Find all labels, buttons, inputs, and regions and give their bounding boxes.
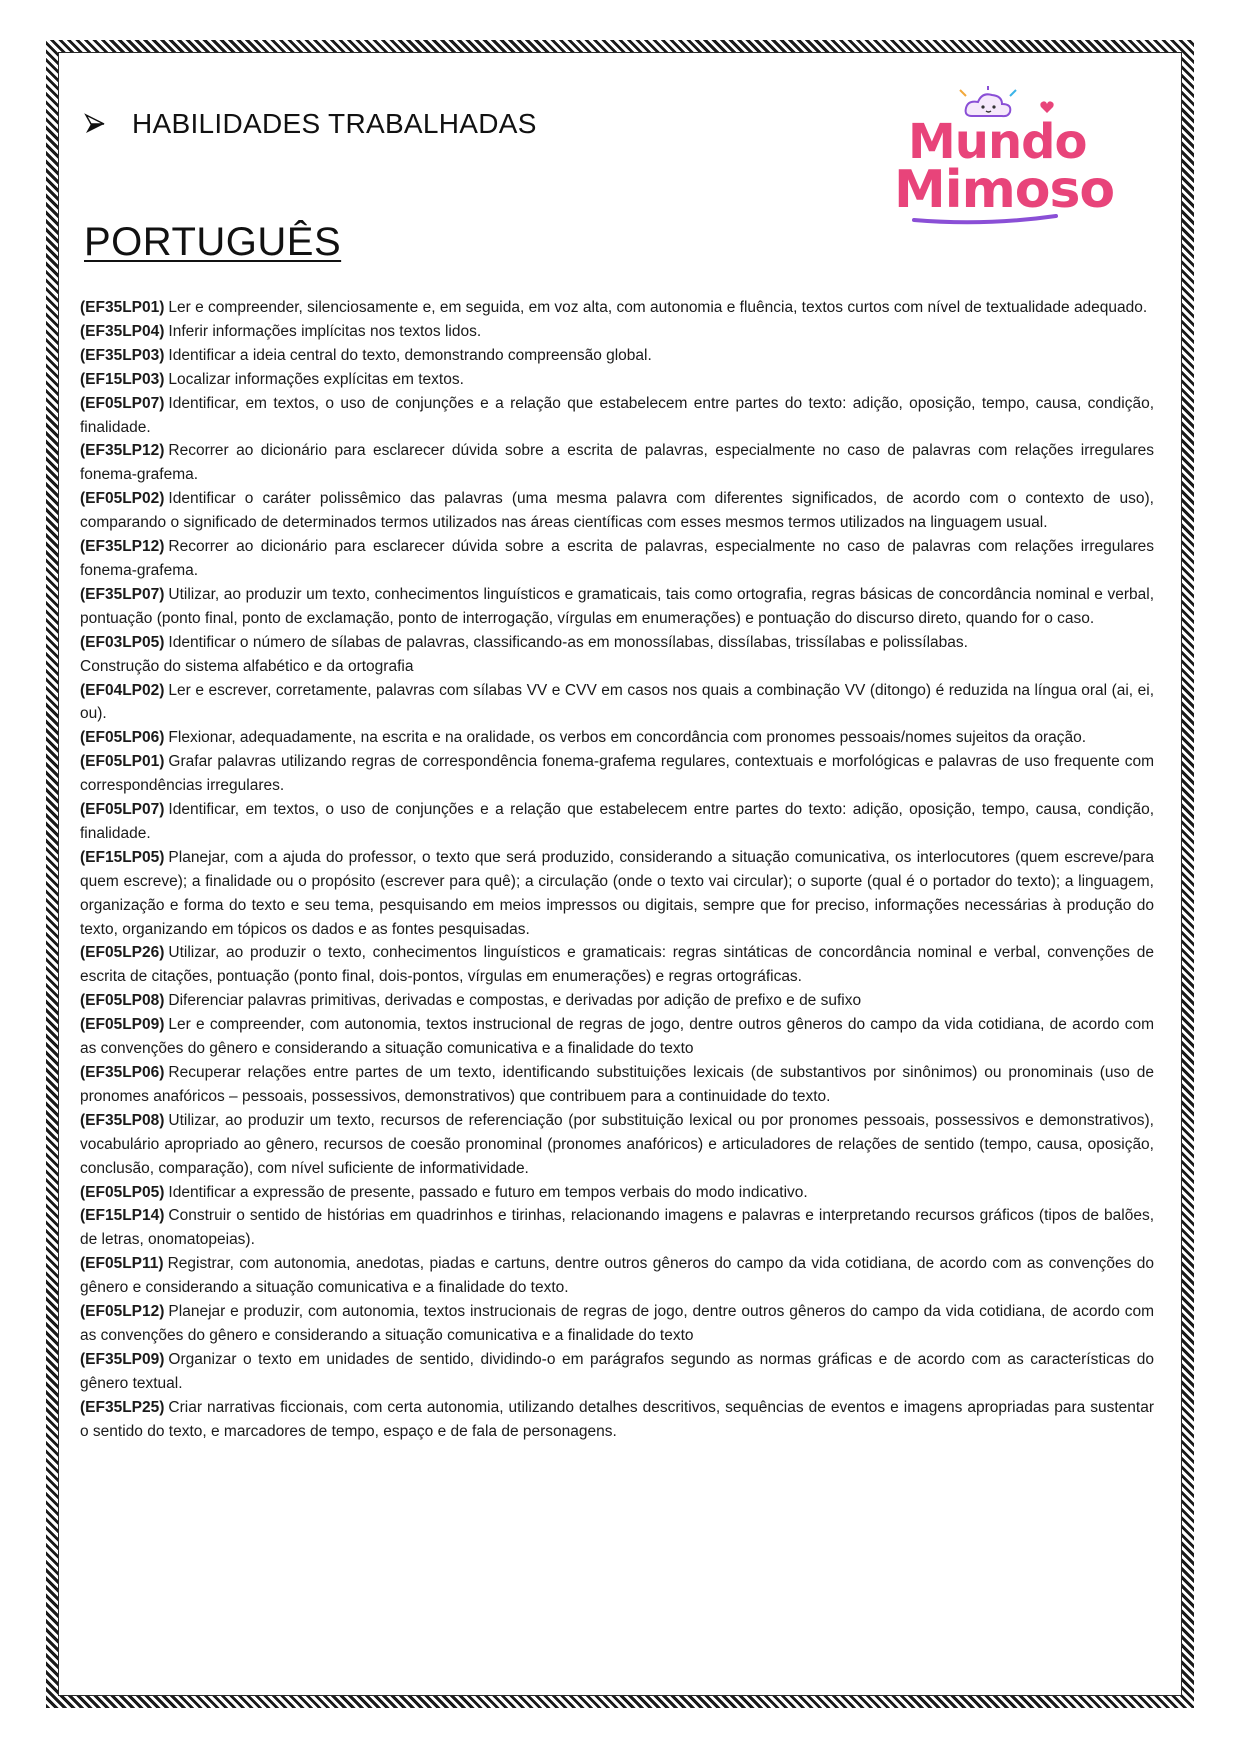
skill-text: Identificar o número de sílabas de palavras, classificando-as em monossílabas, dissílabas, trissílabas e polissílabas. bbox=[168, 633, 968, 651]
skill-text: Organizar o texto em unidades de sentido, dividindo-o em parágrafos segundo as normas gráficas e de acordo com as características do gênero textual. bbox=[80, 1350, 1154, 1392]
skill-code: (EF15LP05) bbox=[80, 848, 165, 866]
skill-code: (EF35LP12) bbox=[80, 538, 165, 556]
skill-item bbox=[80, 1013, 1154, 1061]
skill-text: Utilizar, ao produzir um texto, conhecimentos linguísticos e gramaticais, tais como ortografia, regras básicas de concordância nominal e verbal, pontuação (ponto final, ponto de exclamação, ponto de interrogação, vírgulas em enumerações) e pontuação do discurso direto, quando for o caso. bbox=[80, 585, 1154, 627]
skill-item bbox=[80, 750, 1154, 798]
skill-text: Identificar o caráter polissêmico das palavras (uma mesma palavra com diferentes significados, de acordo com o contexto de uso), comparando o significado de determinados termos utilizados nas áreas científicas com esses mesmos termos utilizados na linguagem usual. bbox=[80, 490, 1154, 532]
logo-word-2: Mimoso bbox=[894, 160, 1115, 220]
skill-code: (EF05LP26) bbox=[80, 944, 165, 962]
skill-text: Registrar, com autonomia, anedotas, piadas e cartuns, dentre outros gêneros do campo da vida cotidiana, de acordo com as convenções do gênero e considerando a situação comunicativa e a finalidade do texto. bbox=[80, 1255, 1154, 1297]
skill-item bbox=[80, 941, 1154, 989]
skill-code: (EF05LP11) bbox=[80, 1255, 164, 1273]
skill-item bbox=[80, 655, 1154, 679]
skill-code: (EF05LP07) bbox=[80, 801, 165, 819]
subject-heading: PORTUGUÊS bbox=[84, 220, 342, 264]
skill-text: Inferir informações implícitas nos textos lidos. bbox=[168, 322, 482, 340]
skill-item bbox=[80, 1300, 1154, 1348]
skill-text: Identificar a expressão de presente, passado e futuro em tempos verbais do modo indicativo. bbox=[168, 1183, 808, 1201]
skill-item bbox=[80, 1204, 1154, 1252]
skill-text: Recorrer ao dicionário para esclarecer dúvida sobre a escrita de palavras, especialmente no caso de palavras com relações irregulares fonema-grafema. bbox=[80, 538, 1154, 579]
skill-item bbox=[80, 989, 1154, 1013]
skill-item bbox=[80, 296, 1154, 320]
logo bbox=[880, 86, 1115, 226]
skill-item bbox=[80, 1396, 1154, 1444]
skill-item bbox=[80, 439, 1154, 487]
skill-text: Construir o sentido de histórias em quadrinhos e tirinhas, relacionando imagens e palavras e interpretando recursos gráficos (tipos de balões, de letras, onomatopeias). bbox=[80, 1207, 1154, 1249]
skill-text: Localizar informações explícitas em textos. bbox=[168, 370, 464, 388]
skill-item bbox=[80, 368, 1154, 392]
skill-item bbox=[80, 679, 1154, 727]
skill-item bbox=[80, 583, 1154, 631]
section-header bbox=[84, 108, 537, 140]
header-title: HABILIDADES TRABALHADAS bbox=[132, 108, 537, 139]
skill-text: Grafar palavras utilizando regras de correspondência fonema-grafema regulares, contextuais e morfológicas e palavras de uso frequente com correspondências irregulares. bbox=[80, 753, 1154, 795]
logo-word-1: Mundo bbox=[908, 114, 1087, 170]
skill-item bbox=[80, 1348, 1154, 1396]
skill-item bbox=[80, 487, 1154, 535]
skill-item bbox=[80, 320, 1154, 344]
skill-item bbox=[80, 846, 1154, 942]
skill-code: (EF05LP01) bbox=[80, 753, 165, 771]
skill-item bbox=[80, 392, 1154, 440]
skill-text: Utilizar, ao produzir um texto, recursos de referenciação (por substituição lexical ou por pronomes pessoais, possessivos e demonstrativos), vocabulário apropriado ao gênero, recursos de coesão pronominal (pronomes anafóricos) e articuladores de relações de sentido (tempo, causa, oposição, conclusão, comparação), com nível suficiente de informatividade. bbox=[80, 1111, 1154, 1177]
skill-text: Utilizar, ao produzir o texto, conhecimentos linguísticos e gramaticais: regras sintáticas de concordância nominal e verbal, convenções de escrita de citações, pontuação (ponto final, dois-pontos, vírgulas em enumerações) e regras ortográficas. bbox=[80, 944, 1154, 986]
skill-code: (EF05LP07) bbox=[80, 394, 165, 412]
skill-item bbox=[80, 1061, 1154, 1109]
skill-code: (EF35LP07) bbox=[80, 585, 165, 603]
skill-text: Recuperar relações entre partes de um texto, identificando substituições lexicais (de substantivos por sinônimos) ou pronominais (uso de pronomes anafóricos – pessoais, possessivos, demonstrativos) que contribuem para a continuidade do texto. bbox=[80, 1064, 1154, 1105]
skill-text: Planejar, com a ajuda do professor, o texto que será produzido, considerando a situação comunicativa, os interlocutores (quem escreve/para quem escreve); a finalidade ou o propósito (escrever para quê); a circulação (onde o texto vai circular); o suporte (qual é o portador do texto); a linguagem, organização e forma do texto e seu tema, pesquisando em meios impressos ou digitais, sempre que for preciso, informações necessárias à produção do texto, organizando em tópicos os dados e as fontes pesquisadas. bbox=[80, 848, 1154, 938]
skill-item bbox=[80, 726, 1154, 750]
skill-code: (EF35LP25) bbox=[80, 1398, 165, 1416]
skill-code: (EF35LP09) bbox=[80, 1350, 165, 1368]
skill-code: (EF35LP08) bbox=[80, 1111, 165, 1129]
skill-item bbox=[80, 1252, 1154, 1300]
skill-item bbox=[80, 1109, 1154, 1181]
skill-code: (EF35LP06) bbox=[80, 1064, 165, 1081]
skill-code: (EF05LP06) bbox=[80, 729, 165, 747]
skill-code: (EF35LP12) bbox=[80, 442, 165, 460]
skill-code: (EF05LP09) bbox=[80, 1016, 165, 1034]
skill-code: (EF15LP03) bbox=[80, 370, 165, 388]
logo-swoosh bbox=[910, 212, 1060, 226]
skill-text: Identificar a ideia central do texto, demonstrando compreensão global. bbox=[168, 346, 652, 364]
skill-text: Identificar, em textos, o uso de conjunções e a relação que estabelecem entre partes do texto: adição, oposição, tempo, causa, condição, finalidade. bbox=[80, 394, 1154, 436]
skill-text: Planejar e produzir, com autonomia, textos instrucionais de regras de jogo, dentre outros gêneros do campo da vida cotidiana, de acordo com as convenções do gênero e considerando a situação comunicativa e a finalidade do texto bbox=[80, 1303, 1154, 1344]
skill-text: Diferenciar palavras primitivas, derivadas e compostas, e derivadas por adição de prefixo e de sufixo bbox=[168, 992, 862, 1010]
skill-text: Construção do sistema alfabético e da ortografia bbox=[80, 657, 414, 675]
skill-text: Ler e escrever, corretamente, palavras com sílabas VV e CVV em casos nos quais a combinação VV (ditongo) é reduzida na língua oral (ai, ei, ou). bbox=[80, 681, 1154, 723]
skill-code: (EF05LP12) bbox=[80, 1303, 165, 1321]
skill-item bbox=[80, 535, 1154, 583]
skill-code: (EF35LP04) bbox=[80, 322, 165, 340]
skill-text: Criar narrativas ficcionais, com certa autonomia, utilizando detalhes descritivos, sequências de eventos e imagens apropriadas para sustentar o sentido do texto, e marcadores de tempo, espaço e de fala de personagens. bbox=[80, 1398, 1154, 1440]
heart-icon bbox=[1040, 100, 1054, 114]
skill-text: Identificar, em textos, o uso de conjunções e a relação que estabelecem entre partes do texto: adição, oposição, tempo, causa, condição, finalidade. bbox=[80, 801, 1154, 842]
skill-code: (EF03LP05) bbox=[80, 633, 165, 651]
skill-item bbox=[80, 631, 1154, 655]
skill-text: Ler e compreender, com autonomia, textos instrucional de regras de jogo, dentre outros gêneros do campo da vida cotidiana, de acordo com as convenções do gênero e considerando a situação comunicativa e a finalidade do texto bbox=[80, 1016, 1154, 1058]
skill-item bbox=[80, 344, 1154, 368]
skill-text: Recorrer ao dicionário para esclarecer dúvida sobre a escrita de palavras, especialmente no caso de palavras com relações irregulares fonema-grafema. bbox=[80, 442, 1154, 484]
skill-text: Flexionar, adequadamente, na escrita e na oralidade, os verbos em concordância com pronomes pessoais/nomes sujeitos da oração. bbox=[168, 729, 1087, 747]
arrow-bullet-icon bbox=[84, 113, 106, 135]
skill-code: (EF05LP08) bbox=[80, 992, 165, 1010]
skill-code: (EF04LP02) bbox=[80, 681, 165, 699]
skill-code: (EF35LP03) bbox=[80, 346, 165, 364]
skill-item bbox=[80, 798, 1154, 846]
skill-item bbox=[80, 1181, 1154, 1205]
skills-list bbox=[80, 296, 1154, 1444]
skill-code: (EF35LP01) bbox=[80, 299, 165, 316]
skill-text: Ler e compreender, silenciosamente e, em seguida, em voz alta, com autonomia e fluência, textos curtos com nível de textualidade adequado. bbox=[168, 299, 1148, 316]
skill-code: (EF05LP02) bbox=[80, 490, 165, 508]
skill-code: (EF15LP14) bbox=[80, 1207, 165, 1225]
skill-code: (EF05LP05) bbox=[80, 1183, 165, 1201]
